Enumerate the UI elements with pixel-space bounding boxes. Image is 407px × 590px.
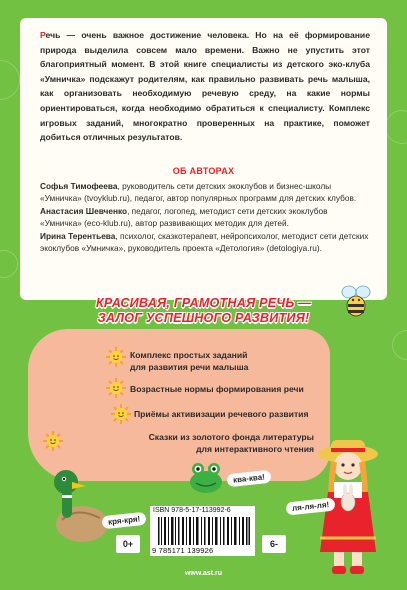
sun-icon	[43, 431, 63, 451]
background-doodle	[392, 330, 407, 360]
age-rating-left: 0+	[116, 535, 140, 553]
intro-text: ечь — очень важное достижение человека. Но на её формирование природа выделила совсем мало времени. Важно не упустить этот благоприятный момент. В этой книге специалисты из детского эко-клуба «Умничка» подскажут родителям, как правильно развивать речь малыша, как организовать необходимую речевую среду, на какие нормы ориентироваться, когда необходимо обратиться к специалисту. Комплекс игровых заданий, многократно проверенных на практике, поможет добиться отличных результатов.	[40, 30, 370, 143]
author-bio: , психолог, сказкотерапевт, нейропсихолог, методист сети детских экоклубов «Умничка», руководитель проекта «Детология» (detologiya.ru).	[40, 230, 369, 254]
girl-speech-badge: ля-ля-ля!	[285, 497, 335, 515]
authors-title: ОБ АВТОРАХ	[172, 166, 235, 176]
duck-illustration	[42, 462, 112, 547]
feature-line: для развития речи малыша	[130, 361, 249, 372]
feature-item	[130, 384, 304, 396]
background-doodle	[0, 250, 18, 278]
duck-speech-badge: кря-кря!	[101, 512, 146, 530]
publisher-website: www.ast.ru	[184, 570, 223, 577]
feature-item	[130, 350, 248, 374]
author-name: Софья Тимофеева	[40, 181, 118, 191]
isbn-text: ISBN 978-5-17-113992-6	[153, 507, 231, 514]
author-name: Ирина Терентьева	[40, 230, 116, 241]
intro-paragraph	[40, 28, 370, 145]
background-doodle	[385, 110, 407, 144]
background-doodle	[0, 60, 20, 100]
slogan	[0, 296, 407, 326]
intro-dropcap: Р	[40, 30, 46, 40]
feature-item	[134, 409, 308, 421]
barcode-bars	[158, 517, 250, 545]
frog-speech-badge: ква-ква!	[226, 470, 271, 488]
feature-line: Сказки из золотого фонда литературы	[148, 432, 314, 442]
feature-line: Возрастные нормы формирования речи	[130, 384, 304, 394]
sun-icon	[106, 347, 126, 367]
feature-line: Комплекс простых заданий	[130, 350, 248, 360]
sun-icon	[111, 404, 131, 424]
author-entry	[40, 180, 370, 205]
authors-list	[40, 180, 370, 254]
author-entry	[40, 205, 370, 230]
barcode-digits: 9 785171 139926	[152, 546, 214, 555]
age-rating-right: 6-	[262, 535, 286, 553]
sun-icon	[106, 378, 126, 398]
feature-line: Приёмы активизации речевого развития	[134, 409, 309, 419]
feature-item	[68, 432, 314, 456]
feature-line: для интерактивного чтения	[196, 443, 314, 454]
author-bio: , руководитель сети детских экоклубов и бизнес-школы «Умничка» (tvoyklub.ru), педагог, автор популярных программ для детских клубов.	[40, 181, 357, 204]
author-name: Анастасия Шевченко	[40, 205, 128, 216]
frog-illustration	[186, 456, 226, 496]
slogan-line: ЗАЛОГ УСПЕШНОГО РАЗВИТИЯ!	[97, 311, 310, 325]
author-bio: , педагог, логопед, методист сети детских экоклубов «Умничка» (eco-klub.ru), автор развивающих методик для детей.	[40, 205, 328, 229]
slogan-line: КРАСИВАЯ, ГРАМОТНАЯ РЕЧЬ —	[95, 296, 312, 310]
author-entry	[40, 230, 370, 255]
